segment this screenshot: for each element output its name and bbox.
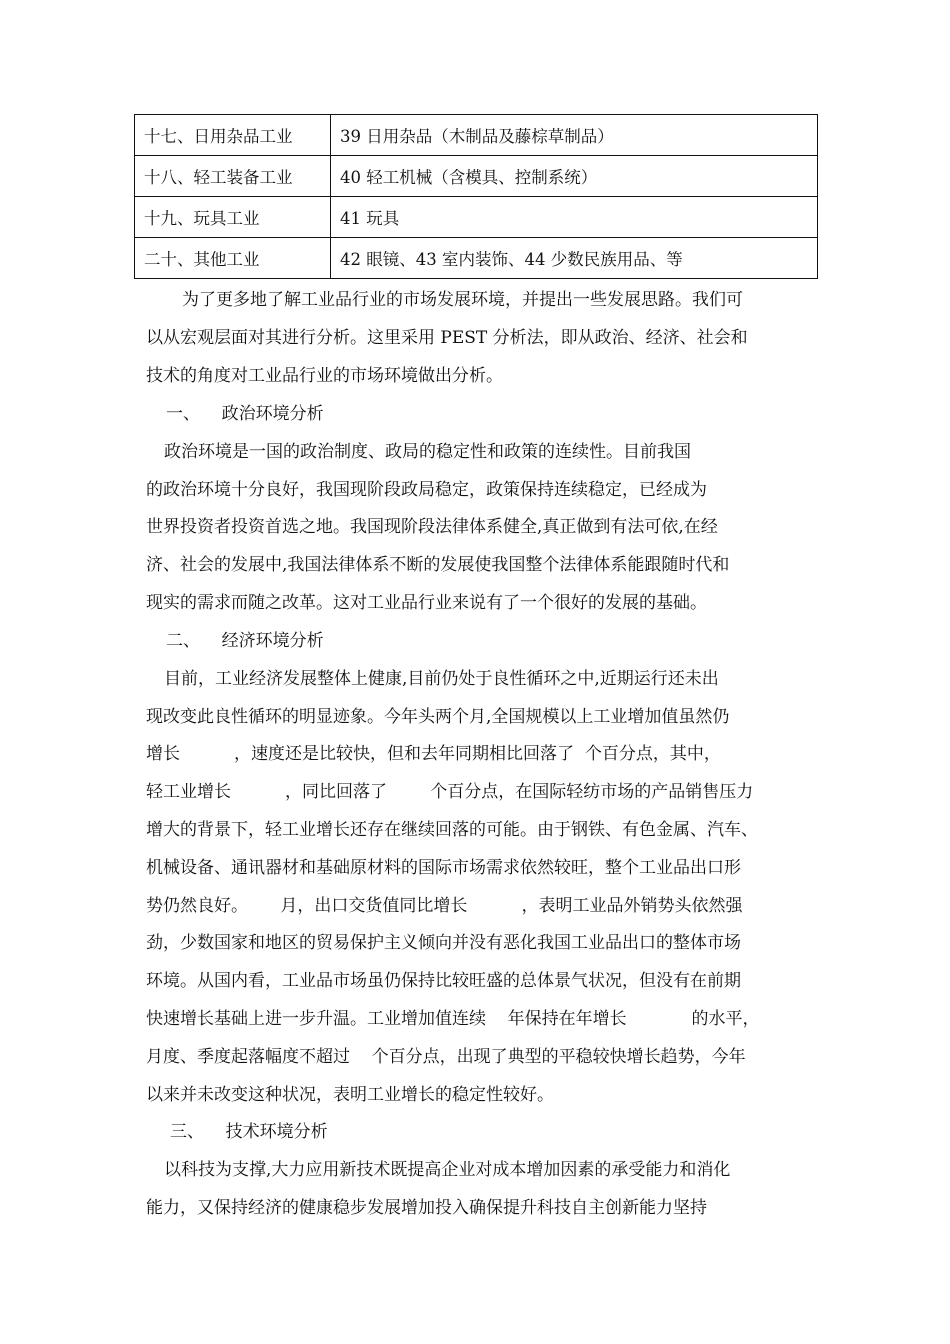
text-line: 世界投资者投资首选之地。我国现阶段法律体系健全,真正做到有法可依,在经 bbox=[146, 517, 718, 537]
text-line: 能力，又保持经济的健康稳步发展增加投入确保提升科技自主创新能力坚持 bbox=[146, 1198, 707, 1218]
product-items-cell: 41 玩具 bbox=[331, 197, 818, 238]
text-line: 增长 ，速度还是比较快，但和去年同期相比回落了 个百分点，其中， bbox=[146, 744, 721, 764]
industry-category-cell: 十七、日用杂品工业 bbox=[135, 115, 331, 156]
text-line: 势仍然良好。 月，出口交货值同比增长 ，表明工业品外销势头依然强 bbox=[146, 896, 743, 916]
text-line: 快速增长基础上进一步升温。工业增加值连续 年保持在年增长 的水平， bbox=[146, 1009, 760, 1029]
text-line: 以从宏观层面对其进行分析。这里采用 PEST 分析法，即从政治、经济、社会和 bbox=[146, 328, 748, 348]
industry-category-cell: 十九、玩具工业 bbox=[135, 197, 331, 238]
table-row bbox=[135, 115, 818, 156]
table-row bbox=[135, 238, 818, 279]
text-line: 二、 经济环境分析 bbox=[166, 631, 324, 651]
product-items-cell: 39 日用杂品（木制品及藤棕草制品） bbox=[331, 115, 818, 156]
text-line: 现改变此良性循环的明显迹象。今年头两个月,全国规模以上工业增加值虽然仍 bbox=[146, 707, 730, 727]
table-row bbox=[135, 197, 818, 238]
table-row bbox=[135, 156, 818, 197]
text-line: 以来并未改变这种状况，表明工业增长的稳定性较好。 bbox=[146, 1085, 554, 1105]
category-table bbox=[134, 114, 818, 279]
text-line: 济、社会的发展中,我国法律体系不断的发展使我国整个法律体系能跟随时代和 bbox=[146, 555, 730, 575]
text-line: 以科技为支撑,大力应用新技术既提高企业对成本增加因素的承受能力和消化 bbox=[164, 1160, 731, 1180]
text-line: 目前，工业经济发展整体上健康,目前仍处于良性循环之中,近期运行还未出 bbox=[164, 669, 719, 689]
product-items-cell: 42 眼镜、43 室内装饰、44 少数民族用品、等 bbox=[331, 238, 818, 279]
text-line: 轻工业增长 ，同比回落了 个百分点，在国际轻纺市场的产品销售压力 bbox=[146, 782, 754, 802]
text-line: 政治环境是一国的政治制度、政局的稳定性和政策的连续性。目前我国 bbox=[164, 442, 691, 462]
text-line: 月度、季度起落幅度不超过 个百分点，出现了典型的平稳较快增长趋势，今年 bbox=[146, 1047, 746, 1067]
text-line: 技术的角度对工业品行业的市场环境做出分析。 bbox=[146, 366, 503, 386]
product-items-cell: 40 轻工机械（含模具、控制系统） bbox=[331, 156, 818, 197]
text-line: 增大的背景下，轻工业增长还存在继续回落的可能。由于钢铁、有色金属、汽车、 bbox=[146, 820, 758, 840]
text-line: 一、 政治环境分析 bbox=[166, 404, 324, 424]
text-line: 环境。从国内看，工业品市场虽仍保持比较旺盛的总体景气状况，但没有在前期 bbox=[146, 971, 741, 991]
text-line: 现实的需求而随之改革。这对工业品行业来说有了一个很好的发展的基础。 bbox=[146, 593, 707, 613]
text-line: 机械设备、通讯器材和基础原材料的国际市场需求依然较旺，整个工业品出口形 bbox=[146, 858, 741, 878]
text-line: 为了更多地了解工业品行业的市场发展环境，并提出一些发展思路。我们可 bbox=[182, 290, 743, 310]
industry-category-cell: 二十、其他工业 bbox=[135, 238, 331, 279]
category-table-body bbox=[135, 115, 818, 279]
text-line: 的政治环境十分良好，我国现阶段政局稳定，政策保持连续稳定，已经成为 bbox=[146, 480, 707, 500]
text-line: 三、 技术环境分析 bbox=[170, 1122, 328, 1142]
text-line: 劲，少数国家和地区的贸易保护主义倾向并没有恶化我国工业品出口的整体市场 bbox=[146, 933, 741, 953]
industry-category-cell: 十八、轻工装备工业 bbox=[135, 156, 331, 197]
